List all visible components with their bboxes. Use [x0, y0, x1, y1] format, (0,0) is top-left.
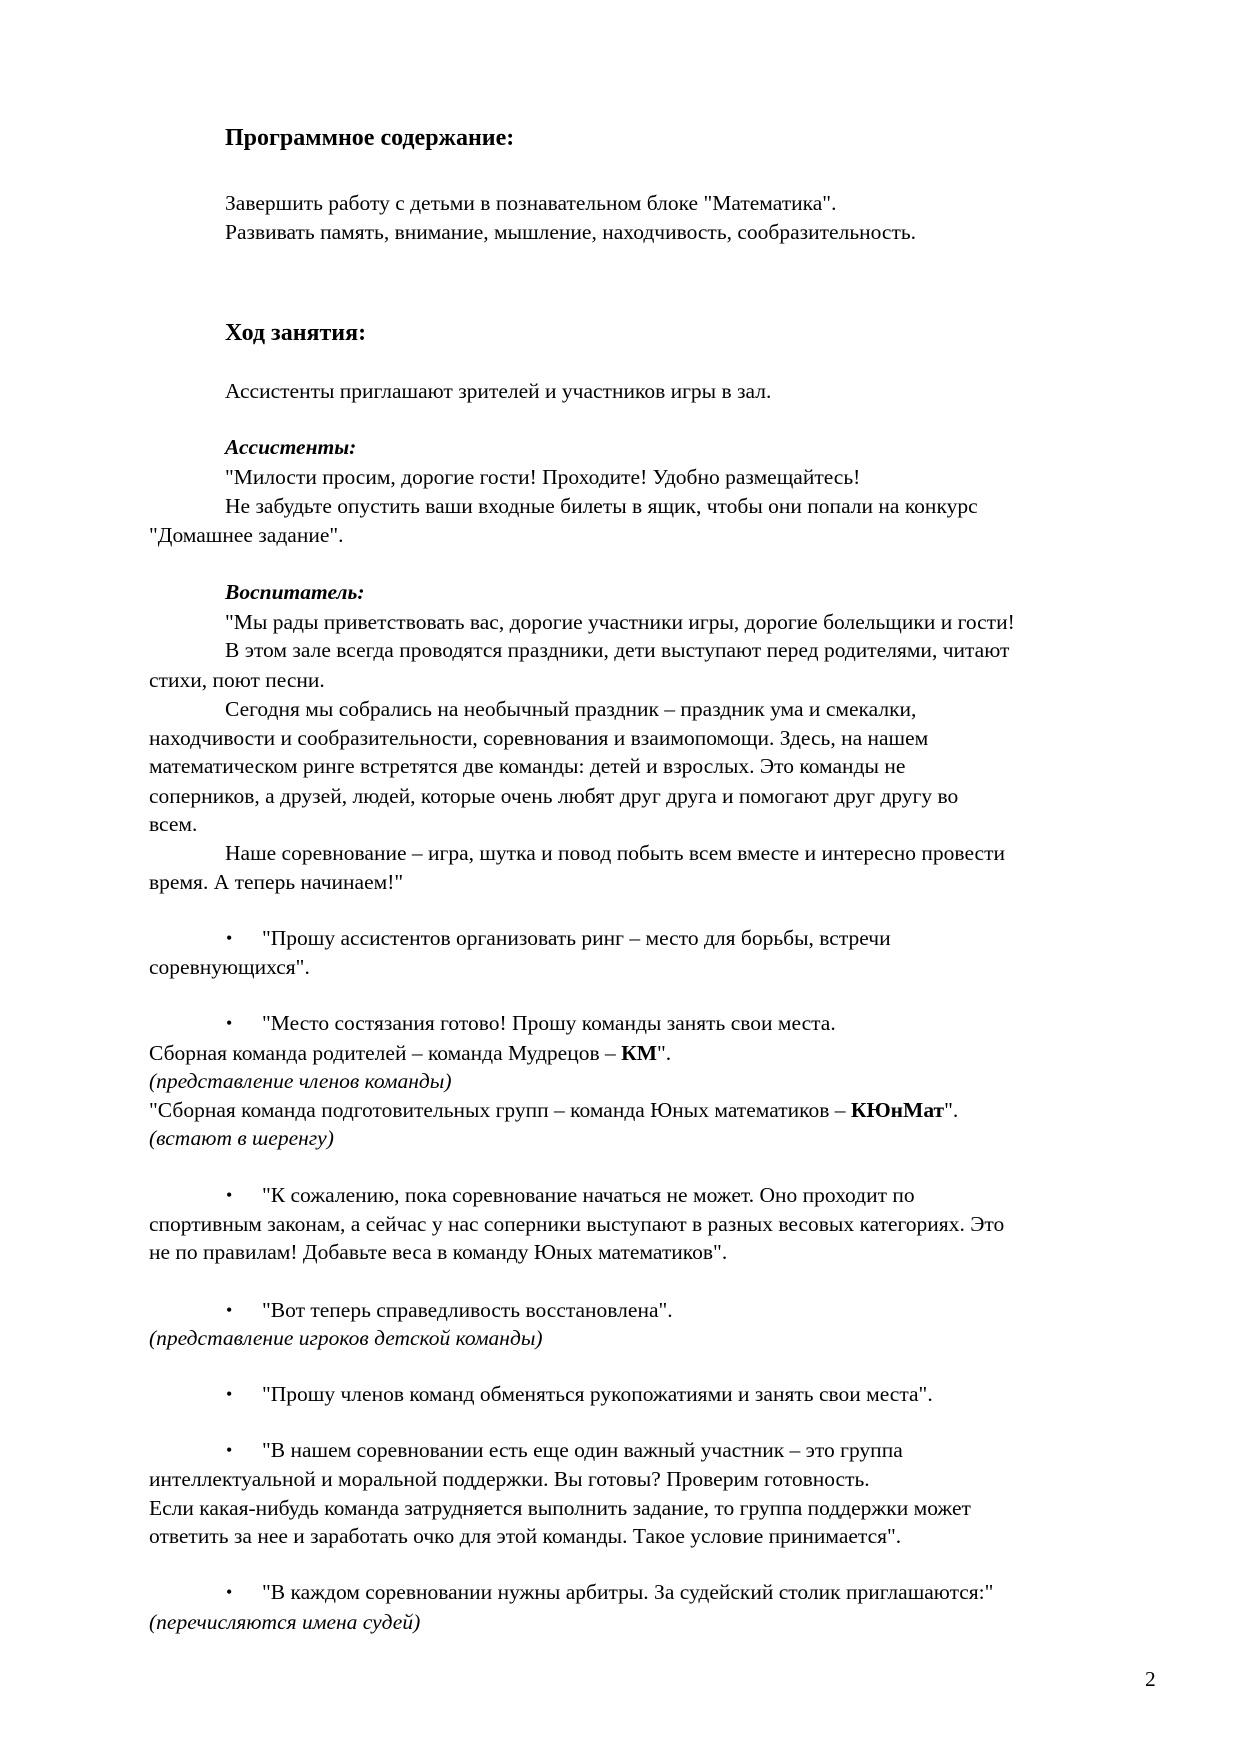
bullet-line: ответить за нее и заработать очко для этой команды. Такое условие принимается".: [149, 1524, 902, 1548]
team-abbrev: КЮнМат: [850, 1098, 945, 1122]
stage-note: (представление игроков детской команды): [149, 1326, 543, 1350]
team-text: Сборная команда родителей – команда Мудрецов –: [149, 1041, 622, 1065]
stage-note: (перечисляются имена судей): [149, 1610, 421, 1634]
bullet-line: "Прошу членов команд обменяться рукопожатиями и занять свои места".: [262, 1382, 933, 1406]
team-text: ".: [944, 1098, 959, 1122]
teacher-line: стихи, поют песни.: [149, 668, 325, 692]
bullet-line: "В каждом соревновании нужны арбитры. За судейский столик приглашаются:": [262, 1580, 994, 1604]
teacher-line: время. А теперь начинаем!": [149, 870, 404, 894]
assistants-line: "Домашнее задание".: [149, 523, 344, 547]
teacher-line: В этом зале всегда проводятся праздники, дети выступают перед родителями, читают: [225, 638, 1010, 662]
team-text: ".: [657, 1041, 672, 1065]
team-text: "Сборная команда подготовительных групп – команда Юных математиков –: [149, 1098, 851, 1122]
bullet-line: спортивным законам, а сейчас у нас соперники выступают в разных весовых категориях. Это: [149, 1212, 1005, 1236]
team-parents-line: [149, 1039, 671, 1067]
heading-course: Ход занятия:: [225, 320, 367, 346]
teacher-line: находчивости и сообразительности, соревнования и взаимопомощи. Здесь, на нашем: [149, 726, 929, 750]
speaker-assistants: Ассистенты:: [225, 435, 357, 459]
assistants-line: "Милости просим, дорогие гости! Проходите! Удобно размещайтесь!: [225, 465, 861, 489]
intro-text: Ассистенты приглашают зрителей и участников игры в зал.: [225, 379, 772, 403]
teacher-line: всем.: [149, 812, 198, 836]
program-line: Завершить работу с детьми в познавательном блоке "Математика".: [225, 191, 837, 215]
bullet-line: интеллектуальной и моральной поддержки. Вы готовы? Проверим готовность.: [149, 1467, 870, 1491]
assistants-line: Не забудьте опустить ваши входные билеты в ящик, чтобы они попали на конкурс: [225, 494, 978, 518]
bullet-line: соревнующихся".: [149, 955, 310, 979]
bullet-line: "Место состязания готово! Прошу команды занять свои места.: [262, 1011, 836, 1035]
teacher-line: Наше соревнование – игра, шутка и повод побыть всем вместе и интересно провести: [225, 841, 1005, 865]
stage-note: (встают в шеренгу): [149, 1126, 334, 1150]
bullet-icon: •: [226, 1300, 233, 1320]
bullet-line: "Прошу ассистентов организовать ринг – место для борьбы, встречи: [262, 926, 891, 950]
bullet-icon: •: [226, 928, 233, 948]
speaker-teacher: Воспитатель:: [225, 580, 365, 604]
bullet-line: "Вот теперь справедливость восстановлена".: [262, 1298, 673, 1322]
teacher-line: Сегодня мы собрались на необычный праздник – праздник ума и смекалки,: [225, 697, 917, 721]
bullet-icon: •: [226, 1384, 233, 1404]
page-number: 2: [1145, 1667, 1156, 1691]
heading-program: Программное содержание:: [225, 125, 515, 151]
bullet-line: Если какая-нибудь команда затрудняется выполнить задание, то группа поддержки может: [149, 1496, 971, 1520]
bullet-icon: •: [226, 1013, 233, 1033]
program-line: Развивать память, внимание, мышление, находчивость, сообразительность.: [225, 220, 917, 244]
team-kids-line: [149, 1096, 958, 1124]
bullet-icon: •: [226, 1582, 233, 1602]
bullet-line: не по правилам! Добавьте веса в команду Юных математиков".: [149, 1240, 728, 1264]
stage-note: (представление членов команды): [149, 1069, 452, 1093]
teacher-line: соперников, а друзей, людей, которые очень любят друг друга и помогают друг другу во: [149, 784, 959, 808]
team-abbrev: КМ: [621, 1041, 658, 1065]
teacher-line: математическом ринге встретятся две команды: детей и взрослых. Это команды не: [149, 754, 906, 778]
bullet-icon: •: [226, 1185, 233, 1205]
bullet-icon: •: [226, 1440, 233, 1460]
bullet-line: "К сожалению, пока соревнование начаться не может. Оно проходит по: [262, 1183, 915, 1207]
bullet-line: "В нашем соревновании есть еще один важный участник – это группа: [262, 1438, 903, 1462]
teacher-line: "Мы рады приветствовать вас, дорогие участники игры, дорогие болельщики и гости!: [225, 610, 1015, 634]
